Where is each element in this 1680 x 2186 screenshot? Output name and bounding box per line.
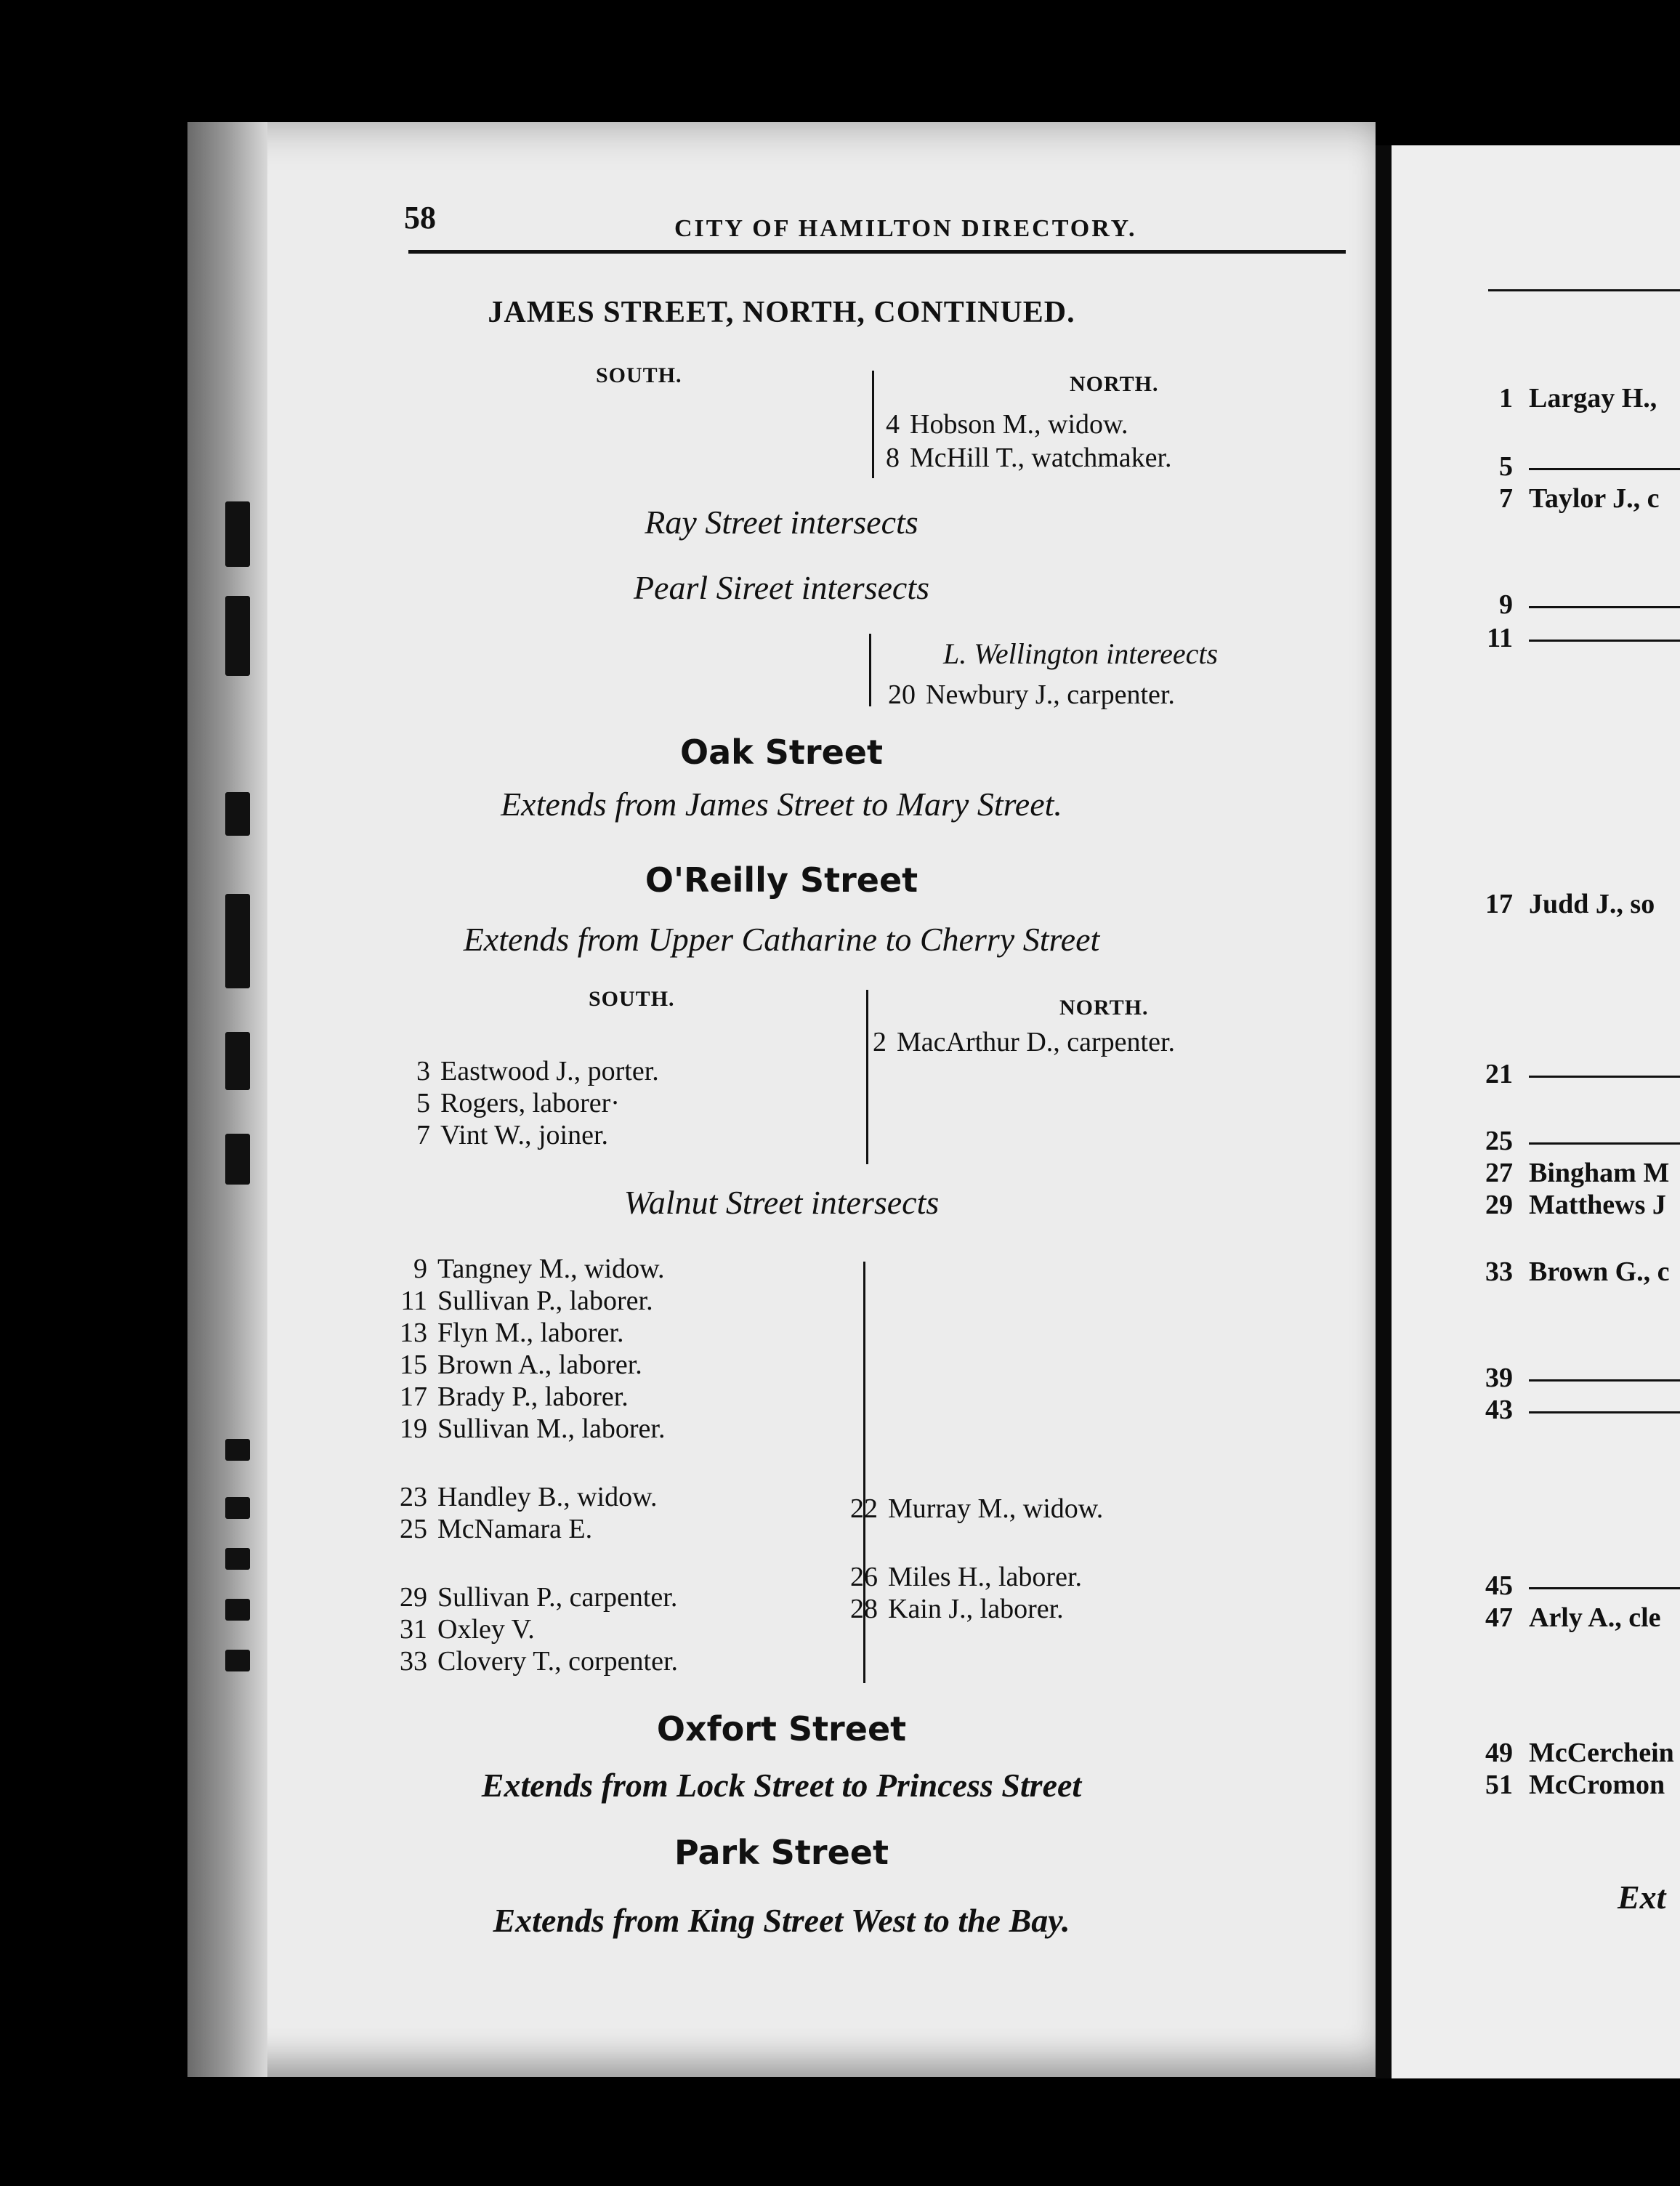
list-item: 33 Clovery T., corpenter. <box>400 1646 678 1677</box>
binding-mark <box>225 596 250 676</box>
list-item: 29 Sullivan P., carpenter. <box>400 1582 678 1613</box>
street-extent: Extends from James Street to Mary Street. <box>501 786 1062 823</box>
street-title-oak: Oak Street <box>680 733 883 772</box>
street-title-park: Park Street <box>674 1833 889 1872</box>
intersection-note: Ray Street intersects <box>645 504 918 541</box>
list-item: 20 Newbury J., carpenter. <box>888 679 1175 710</box>
list-item: 7 Taylor J., c <box>1499 483 1660 514</box>
running-title: CITY OF HAMILTON DIRECTORY. <box>674 215 1137 242</box>
list-item: 33 Brown G., c <box>1485 1257 1670 1287</box>
street-title-oxfort: Oxfort Street <box>656 1709 907 1749</box>
list-item: 49 McCerchein <box>1485 1738 1674 1768</box>
list-item: 28 Kain J., laborer. <box>850 1594 1064 1624</box>
section-title-james-street: JAMES STREET, NORTH, CONTINUED. <box>488 296 1075 329</box>
list-item: 45 <box>1482 1570 1680 1602</box>
list-item: 9 <box>1482 589 1680 621</box>
page-gutter <box>1376 145 1392 2078</box>
south-label: SOUTH. <box>596 363 682 387</box>
list-item: 43 <box>1482 1394 1680 1426</box>
list-item: 25 <box>1482 1125 1680 1157</box>
intersection-note: Pearl Sireet intersects <box>633 569 930 606</box>
street-extent: Extends from Lock Street to Princess Street <box>481 1767 1082 1804</box>
intersection-note: Walnut Street intersects <box>623 1184 940 1221</box>
list-item: 27 Bingham M <box>1485 1158 1670 1188</box>
binding-mark <box>225 1599 250 1621</box>
list-item: 7 Vint W., joiner. <box>416 1120 609 1150</box>
list-item: 3 Eastwood J., porter. <box>416 1056 659 1086</box>
intersection-note: L. Wellington intereects <box>943 637 1219 670</box>
street-extent: Ext <box>1618 1879 1666 1916</box>
list-item: 1 Largay H., <box>1499 383 1657 414</box>
list-item: 23 Handley B., widow. <box>400 1482 658 1512</box>
list-item: 17 Judd J., so <box>1485 889 1655 919</box>
list-item: 5 <box>1482 451 1680 483</box>
south-label: SOUTH. <box>589 987 675 1011</box>
north-label: NORTH. <box>1070 372 1159 396</box>
list-item: 11 <box>1482 622 1680 654</box>
list-item: 47 Arly A., cle <box>1485 1602 1661 1633</box>
list-item: 9 Tangney M., widow. <box>413 1254 665 1284</box>
list-item: 8 McHill T., watchmaker. <box>886 443 1172 473</box>
list-item: 51 McCromon <box>1485 1770 1665 1800</box>
list-item: 22 Murray M., widow. <box>850 1493 1104 1524</box>
list-item: 25 McNamara E. <box>400 1514 593 1544</box>
header-rule <box>408 250 1346 254</box>
list-item: 5 Rogers, laborer· <box>416 1088 620 1118</box>
column-divider <box>869 634 871 706</box>
binding-mark <box>225 1650 250 1671</box>
list-item: 15 Brown A., laborer. <box>400 1350 642 1380</box>
page-number: 58 <box>404 200 436 235</box>
list-item: 13 Flyn M., laborer. <box>400 1318 624 1348</box>
list-item: 21 <box>1482 1058 1680 1090</box>
list-item: 2 MacArthur D., carpenter. <box>873 1027 1176 1057</box>
list-item: 29 Matthews J <box>1485 1190 1666 1220</box>
street-extent: Extends from King Street West to the Bay. <box>493 1902 1070 1939</box>
binding-mark <box>225 1032 250 1090</box>
north-label: NORTH. <box>1059 996 1149 1020</box>
right-page-rule <box>1488 289 1680 291</box>
binding-mark <box>225 1548 250 1570</box>
binding-mark <box>225 1134 250 1185</box>
column-divider <box>866 990 868 1164</box>
list-item: 11 Sullivan P., laborer. <box>400 1286 653 1316</box>
list-item: 31 Oxley V. <box>400 1614 535 1645</box>
list-item: 39 <box>1482 1362 1680 1394</box>
list-item: 17 Brady P., laborer. <box>400 1382 629 1412</box>
list-item: 19 Sullivan M., laborer. <box>400 1413 666 1444</box>
street-extent: Extends from Upper Catharine to Cherry Street <box>463 921 1100 958</box>
list-item: 26 Miles H., laborer. <box>850 1562 1083 1592</box>
street-title-oreilly: O'Reilly Street <box>645 860 918 900</box>
binding-mark <box>225 1497 250 1519</box>
binding-mark <box>225 1439 250 1461</box>
list-item: 4 Hobson M., widow. <box>886 409 1128 440</box>
